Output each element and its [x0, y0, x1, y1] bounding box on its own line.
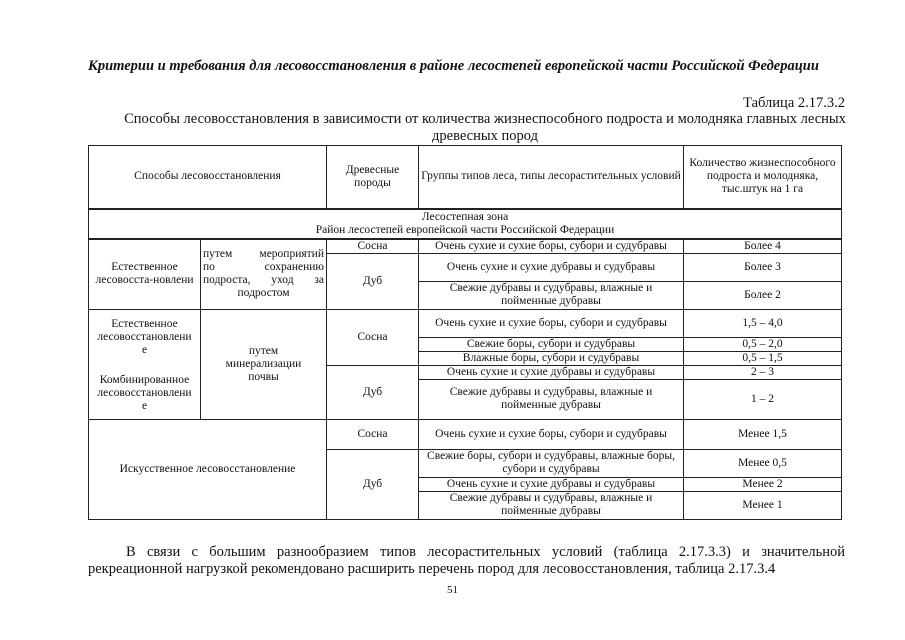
method-natural-2-detail: [201, 309, 327, 419]
header-method: Способы лесовосстановления: [89, 146, 327, 209]
quantity-cell: Более 2: [684, 281, 842, 309]
zone-title: Лесостепная зона: [421, 210, 509, 223]
table-row: [89, 239, 842, 254]
zone-cell: [89, 209, 842, 239]
quantity-cell: Менее 1,5: [684, 419, 842, 449]
quantity-cell: Менее 1: [684, 491, 842, 519]
page-number: 51: [447, 584, 458, 596]
method-text: е: [141, 343, 148, 356]
forest-type-cell: Свежие дубравы и судубравы, влажные и пойменные дубравы: [419, 281, 684, 309]
forest-type-cell: Очень сухие и сухие дубравы и судубравы: [419, 365, 684, 379]
quantity-cell: Менее 2: [684, 477, 842, 491]
body-paragraph: В связи с большим разнообразием типов лесорастительных условий (таблица 2.17.3.3) и значительной рекреационной нагрузкой рекомендовано расширить перечень пород для лесовосстановления, таблица 2.17.3.4: [88, 544, 845, 577]
section-heading: Критерии и требования для лесовосстановления в районе лесостепей европейской части Российской Федерации: [88, 58, 819, 74]
method-detail-text: по сохранению: [203, 261, 324, 273]
species-cell: Дуб: [327, 365, 419, 419]
method-text: лесовосстановлени: [97, 386, 192, 399]
forest-type-cell: Очень сухие и сухие дубравы и судубравы: [419, 477, 684, 491]
method-combined: [89, 365, 201, 419]
quantity-cell: Более 3: [684, 253, 842, 281]
method-detail-text: минерализации: [225, 357, 302, 370]
zone-region: Район лесостепей европейской части Российской Федерации: [315, 223, 615, 236]
forest-type-cell: Свежие боры, субори и судубравы: [419, 337, 684, 351]
table-number: Таблица 2.17.3.2: [743, 95, 845, 111]
header-forest-types: Группы типов леса, типы лесорастительных условий: [419, 146, 684, 209]
method-text: лесовосстановлени: [97, 330, 192, 343]
method-text: Естественное: [111, 317, 178, 330]
method-natural-1-detail: [201, 239, 327, 310]
header-species: Древесные породы: [327, 146, 419, 209]
forest-type-cell: Очень сухие и сухие боры, субори и судубравы: [419, 419, 684, 449]
table-row: [89, 419, 842, 449]
table-row: [89, 309, 842, 337]
header-quantity: Количество жизнеспособного подроста и молодняка, тыс.штук на 1 га: [684, 146, 842, 209]
table-header-row: [89, 146, 842, 209]
species-cell: Сосна: [327, 239, 419, 254]
method-text: лесовосста-новлени: [95, 274, 194, 286]
table-caption: Способы лесовосстановления в зависимости от количества жизнеспособного подроста и молодняка главных лесных древесных пород: [124, 111, 846, 144]
method-detail-text: подроста, уход за: [203, 274, 324, 286]
quantity-cell: 0,5 – 2,0: [684, 337, 842, 351]
method-natural-1: [89, 239, 201, 310]
quantity-cell: 0,5 – 1,5: [684, 351, 842, 365]
quantity-cell: 1,5 – 4,0: [684, 309, 842, 337]
method-text: Комбинированное: [99, 373, 190, 386]
forest-type-cell: Очень сухие и сухие боры, субори и судубравы: [419, 309, 684, 337]
zone-row: [89, 209, 842, 239]
species-cell: Дуб: [327, 449, 419, 519]
method-detail-text: путем: [248, 344, 279, 357]
method-text: е: [141, 399, 148, 412]
species-cell: Сосна: [327, 419, 419, 449]
method-text: Естественное: [111, 261, 178, 273]
forest-type-cell: Свежие дубравы и судубравы, влажные и пойменные дубравы: [419, 491, 684, 519]
forest-type-cell: Свежие боры, субори и судубравы, влажные боры, субори и судубравы: [419, 449, 684, 477]
forest-type-cell: Свежие дубравы и судубравы, влажные и пойменные дубравы: [419, 379, 684, 419]
method-artificial: Искусственное лесовосстановление: [89, 419, 327, 519]
method-natural-2: [89, 309, 201, 365]
method-detail-text: подростом: [237, 287, 290, 299]
forest-type-cell: Очень сухие и сухие боры, субори и судубравы: [419, 239, 684, 254]
species-cell: Сосна: [327, 309, 419, 365]
quantity-cell: 2 – 3: [684, 365, 842, 379]
method-detail-text: почвы: [248, 370, 279, 383]
species-cell: Дуб: [327, 253, 419, 309]
forest-type-cell: Влажные боры, субори и судубравы: [419, 351, 684, 365]
reforestation-table: [88, 145, 842, 520]
forest-type-cell: Очень сухие и сухие дубравы и судубравы: [419, 253, 684, 281]
quantity-cell: Более 4: [684, 239, 842, 254]
method-detail-text: путем мероприятий: [203, 248, 324, 260]
quantity-cell: Менее 0,5: [684, 449, 842, 477]
quantity-cell: 1 – 2: [684, 379, 842, 419]
